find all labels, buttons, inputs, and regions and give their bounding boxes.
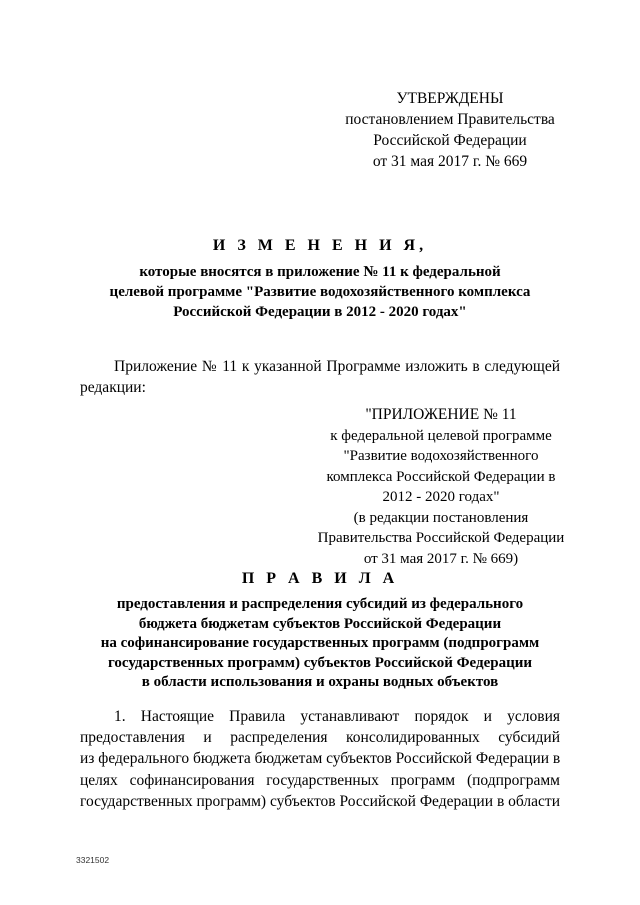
annex-title: "ПРИЛОЖЕНИЕ № 11 (365, 406, 517, 423)
changes-subtitle-line: которые вносятся в приложение № 11 к федеральной (139, 264, 501, 280)
annex-line: 2012 - 2020 годах" (382, 489, 500, 505)
document-code: 3321502 (76, 855, 110, 865)
rules-subtitle (60, 595, 580, 693)
annex-line: (в редакции постановления (353, 509, 529, 526)
paragraph-line: целях софинансирования государственных программ (подпрограмм (80, 771, 560, 789)
changes-heading: И З М Е Н Е Н И Я, (212, 237, 428, 254)
approval-block (330, 88, 570, 172)
intro-line: редакции: (80, 379, 146, 396)
approval-date: от 31 мая 2017 г. № 669 (372, 153, 528, 170)
rules-heading: П Р А В И Л А (241, 570, 399, 587)
annex-line: "Развитие водохозяйственного (343, 448, 539, 464)
annex-line: к федеральной целевой программе (330, 427, 552, 444)
rules-subtitle-line: бюджета бюджетам субъектов Российской Федерации (138, 615, 502, 632)
rules-subtitle-line: государственных программ) субъектов Российской Федерации (107, 654, 533, 671)
approval-line: Российской Федерации (373, 132, 527, 149)
paragraph-line: 1. Настоящие Правила устанавливают порядок и условия (114, 708, 560, 725)
annex-line: комплекса Российской Федерации в (326, 468, 556, 485)
paragraph-line: государственных программ) субъектов Российской Федерации в области (80, 792, 560, 810)
intro-paragraph (80, 356, 560, 398)
changes-subtitle-line: Российской Федерации в 2012 - 2020 годах" (173, 304, 467, 320)
rules-subtitle-line: предоставления и распределения субсидий из федерального (116, 596, 524, 612)
intro-line: Приложение № 11 к указанной Программе изложить в следующей (114, 358, 560, 375)
paragraph-line: из федерального бюджета бюджетам субъектов Российской Федерации в (80, 750, 561, 768)
rules-subtitle-line: в области использования и охраны водных объектов (141, 674, 499, 690)
paragraph-line: предоставления и распределения консолидированных субсидий (80, 729, 560, 747)
changes-subtitle-line: целевой программе "Развитие водохозяйственного комплекса (109, 284, 531, 300)
rules-subtitle-line: на софинансирование государственных программ (подпрограмм (100, 635, 540, 651)
approval-title: УТВЕРЖДЕНЫ (396, 90, 504, 107)
changes-subtitle (60, 262, 580, 322)
annex-header-block (296, 405, 586, 569)
approval-line: постановлением Правительства (345, 111, 555, 128)
annex-line: Правительства Российской Федерации (317, 530, 565, 546)
paragraph-1 (80, 706, 560, 812)
annex-date: от 31 мая 2017 г. № 669) (363, 550, 519, 567)
